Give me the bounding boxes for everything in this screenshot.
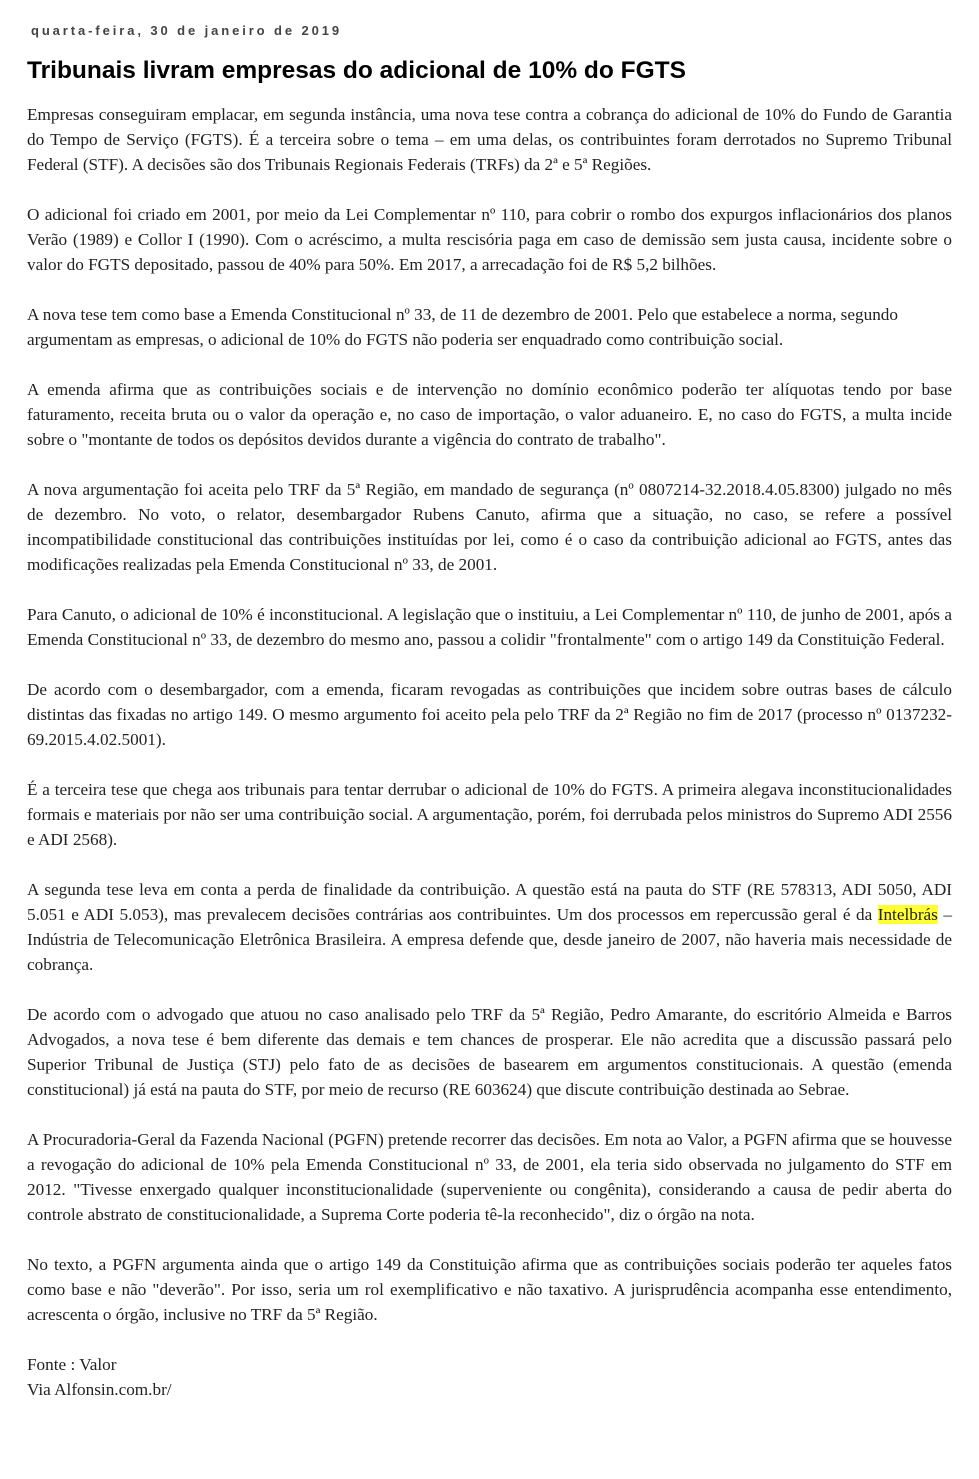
paragraph: De acordo com o desembargador, com a emenda, ficaram revogadas as contribuições que incidem sobre outras bases de cálculo distintas das fixadas no artigo 149. O mesmo argumento foi aceito pela pelo TRF da 2ª Região no fim de 2017 (processo nº 0137232-69.2015.4.02.5001). xyxy=(27,680,952,749)
paragraph: No texto, a PGFN argumenta ainda que o artigo 149 da Constituição afirma que as contribuições sociais poderão ter aqueles fatos como base e não "deverão". Por isso, seria um rol exemplificativo e não taxativo. A jurisprudência acompanha esse entendimento, acrescenta o órgão, inclusive no TRF da 5ª Região. xyxy=(27,1255,952,1324)
paragraph-with-highlight xyxy=(27,877,952,977)
blog-post xyxy=(27,0,952,1402)
paragraph: A nova tese tem como base a Emenda Constitucional nº 33, de 11 de dezembro de 2001. Pelo que estabelece a norma, segundo argumentam as empresas, o adicional de 10% do FGTS não poderia ser enquadrado como contribuição social. xyxy=(27,305,898,349)
post-title: Tribunais livram empresas do adicional de 10% do FGTS xyxy=(27,57,686,84)
paragraph: O adicional foi criado em 2001, por meio da Lei Complementar nº 110, para cobrir o rombo dos expurgos inflacionários dos planos Verão (1989) e Collor I (1990). Com o acréscimo, a multa rescisória paga em caso de demissão sem justa causa, incidente sobre o valor do FGTS depositado, passou de 40% para 50%. Em 2017, a arrecadação foi de R$ 5,2 bilhões. xyxy=(27,205,952,274)
post-date: quarta-feira, 30 de janeiro de 2019 xyxy=(31,23,343,38)
paragraph-text-after: – Indústria de Telecomunicação Eletrônica Brasileira. A empresa defende que, desde janeiro de 2007, não haveria mais necessidade de cobrança. xyxy=(27,905,952,974)
source-line: Fonte : Valor xyxy=(27,1355,117,1374)
paragraph: Para Canuto, o adicional de 10% é inconstitucional. A legislação que o instituiu, a Lei Complementar nº 110, de junho de 2001, após a Emenda Constitucional nº 33, de dezembro do mesmo ano, passou a colidir "frontalmente" com o artigo 149 da Constituição Federal. xyxy=(27,605,952,649)
post-body xyxy=(27,102,952,1402)
paragraph: A Procuradoria-Geral da Fazenda Nacional (PGFN) pretende recorrer das decisões. Em nota ao Valor, a PGFN afirma que se houvesse a revogação do adicional de 10% pela Emenda Constitucional nº 33, de 2001, ela teria sido observada no julgamento do STF em 2012. "Tivesse enxergado qualquer inconstitucionalidade (superveniente ou congênita), considerando a causa de pedir aberta do controle abstrato de constitucionalidade, a Suprema Corte poderia tê-la reconhecido", diz o órgão na nota. xyxy=(27,1130,952,1224)
highlighted-term: Intelbrás xyxy=(877,905,938,924)
paragraph: Empresas conseguiram emplacar, em segunda instância, uma nova tese contra a cobrança do adicional de 10% do Fundo de Garantia do Tempo de Serviço (FGTS). É a terceira sobre o tema – em uma delas, os contribuintes foram derrotados no Supremo Tribunal Federal (STF). A decisões são dos Tribunais Regionais Federais (TRFs) da 2ª e 5ª Regiões. xyxy=(27,105,952,174)
paragraph: É a terceira tese que chega aos tribunais para tentar derrubar o adicional de 10% do FGTS. A primeira alegava inconstitucionalidades formais e materiais por não ser uma contribuição social. A argumentação, porém, foi derrubada pelos ministros do Supremo ADI 2556 e ADI 2568). xyxy=(27,780,952,849)
paragraph-text-before: A segunda tese leva em conta a perda de finalidade da contribuição. A questão está na pauta do STF (RE 578313, ADI 5050, ADI 5.051 e ADI 5.053), mas prevalecem decisões contrárias aos contribuintes. Um dos processos em repercussão geral é da xyxy=(27,880,952,924)
paragraph: De acordo com o advogado que atuou no caso analisado pelo TRF da 5ª Região, Pedro Amarante, do escritório Almeida e Barros Advogados, a nova tese é bem diferente das demais e tem chances de prosperar. Ele não acredita que a discussão passará pelo Superior Tribunal de Justiça (STJ) pelo fato de as decisões de basearem em argumentos constitucionais. A questão (emenda constitucional) já está na pauta do STF, por meio de recurso (RE 603624) que discute contribuição destinada ao Sebrae. xyxy=(27,1005,952,1099)
credits xyxy=(27,1352,952,1402)
via-line: Via Alfonsin.com.br/ xyxy=(27,1380,172,1399)
paragraph: A emenda afirma que as contribuições sociais e de intervenção no domínio econômico poderão ter alíquotas tendo por base faturamento, receita bruta ou o valor da operação e, no caso de importação, o valor aduaneiro. E, no caso do FGTS, a multa incide sobre o "montante de todos os depósitos devidos durante a vigência do contrato de trabalho". xyxy=(27,380,952,449)
paragraph: A nova argumentação foi aceita pelo TRF da 5ª Região, em mandado de segurança (nº 0807214-32.2018.4.05.8300) julgado no mês de dezembro. No voto, o relator, desembargador Rubens Canuto, afirma que a situação, no caso, se refere a possível incompatibilidade constitucional das contribuições instituídas por lei, como é o caso da contribuição adicional ao FGTS, antes das modificações realizadas pela Emenda Constitucional nº 33, de 2001. xyxy=(27,480,952,574)
